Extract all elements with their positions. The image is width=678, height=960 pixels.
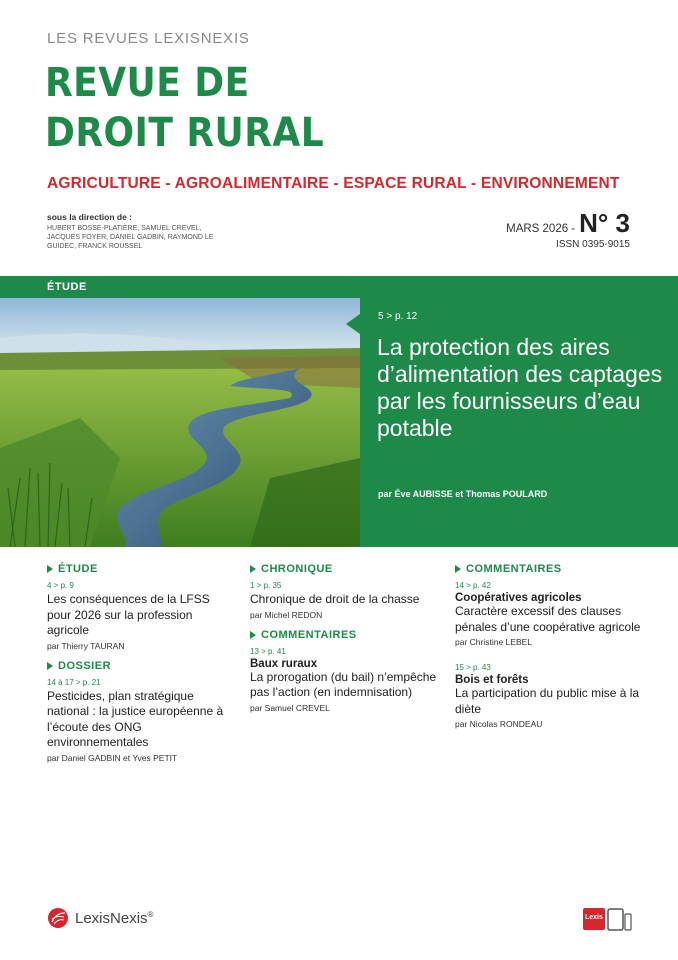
toc-entry[interactable] [47, 581, 237, 651]
toc-column-2 [250, 563, 440, 722]
editorial-direction [47, 212, 227, 251]
toc-entry[interactable] [47, 678, 237, 763]
series-label: LES REVUES LEXISNEXIS [47, 30, 250, 47]
lexisnexis-emblem-icon [47, 907, 69, 929]
entry-author: par Daniel GADBIN et Yves PETIT [47, 752, 178, 763]
journal-title [45, 58, 324, 158]
entry-author: par Michel REDON [250, 609, 323, 620]
feature-byline: par Éve AUBISSE et Thomas POULARD [378, 489, 548, 499]
river-landscape-photo [0, 298, 360, 547]
toc-column-3 [455, 563, 645, 738]
entry-rubric: Bois et forêts [455, 674, 529, 686]
issue-number: N° 3 [579, 208, 630, 238]
toc-entry[interactable] [455, 581, 645, 647]
toc-entry[interactable] [455, 663, 645, 729]
page-ref: 14 à 17 > p. 21 [47, 677, 101, 687]
page-ref: 1 > p. 35 [250, 581, 282, 590]
entry-rubric: Baux ruraux [250, 657, 318, 670]
direction-label: sous la direction de : [47, 212, 133, 222]
digital-edition-badge [582, 906, 632, 932]
triangle-bullet-icon [250, 631, 256, 639]
section-heading: CHRONIQUE [250, 563, 440, 575]
issn: ISSN 0395-9015 [556, 239, 630, 250]
direction-names: HUBERT BOSSE-PLATIÈRE, SAMUEL CREVEL, JACQUES FOYER, DANIEL GADBIN, RAYMOND LE GUIDEC, FRANCK ROUSSEL [47, 225, 214, 250]
page-ref: 13 > p. 41 [250, 646, 286, 656]
feature-panel [360, 276, 678, 547]
entry-title: Caractère excessif des clauses pénales d’une coopérative agricole [455, 604, 641, 634]
feature-tag: ÉTUDE [0, 276, 360, 298]
toc-entry[interactable] [250, 647, 440, 713]
panel-notch [346, 314, 360, 334]
section-heading: ÉTUDE [47, 563, 237, 575]
toc-column-1 [47, 563, 237, 772]
section-heading: COMMENTAIRES [455, 563, 645, 575]
entry-title: Pesticides, plan stratégique national : la justice européenne à l’écoute des ONG environnementales [47, 688, 224, 749]
trademark: ® [147, 909, 154, 919]
entry-title: La prorogation (du bail) n’empêche pas l’action (en indemnisation) [250, 669, 437, 699]
entry-author: par Thierry TAURAN [47, 640, 125, 651]
lexisnexis-logo[interactable] [47, 907, 153, 929]
publisher-name: LexisNexis [75, 909, 148, 927]
entry-rubric: Coopératives agricoles [455, 592, 582, 604]
entry-title: Les conséquences de la LFSS pour 2026 sur la profession agricole [47, 592, 210, 637]
entry-title: La participation du public mise à la diète [455, 686, 640, 716]
entry-author: par Nicolas RONDEAU [455, 719, 543, 729]
feature-page-ref: 5 > p. 12 [378, 311, 418, 322]
entry-author: par Christine LEBEL [455, 637, 533, 647]
issue-date: MARS 2026 - [506, 223, 576, 235]
page-ref: 15 > p. 43 [455, 663, 491, 672]
triangle-bullet-icon [455, 565, 461, 573]
section-heading: COMMENTAIRES [250, 629, 440, 641]
entry-title: Chronique de droit de la chasse [250, 592, 420, 606]
title-line-1: REVUE DE [45, 60, 250, 106]
triangle-bullet-icon [47, 565, 53, 573]
issue-info [506, 208, 630, 250]
journal-subtitle: AGRICULTURE - AGROALIMENTAIRE - ESPACE RURAL - ENVIRONNEMENT [47, 175, 620, 192]
page-ref: 14 > p. 42 [455, 581, 491, 590]
entry-author: par Samuel CREVEL [250, 702, 330, 713]
triangle-bullet-icon [47, 662, 53, 670]
page-ref: 4 > p. 9 [47, 581, 74, 590]
section-heading: DOSSIER [47, 660, 237, 672]
title-line-2: DROIT RURAL [45, 110, 325, 156]
toc-entry[interactable] [250, 581, 440, 620]
badge-label: Lexis [585, 914, 603, 921]
feature-headline[interactable]: La protection des aires d’alimentation des captages par les fournisseurs d’eau potable [377, 334, 663, 441]
triangle-bullet-icon [250, 565, 256, 573]
feature-article[interactable] [0, 276, 678, 547]
